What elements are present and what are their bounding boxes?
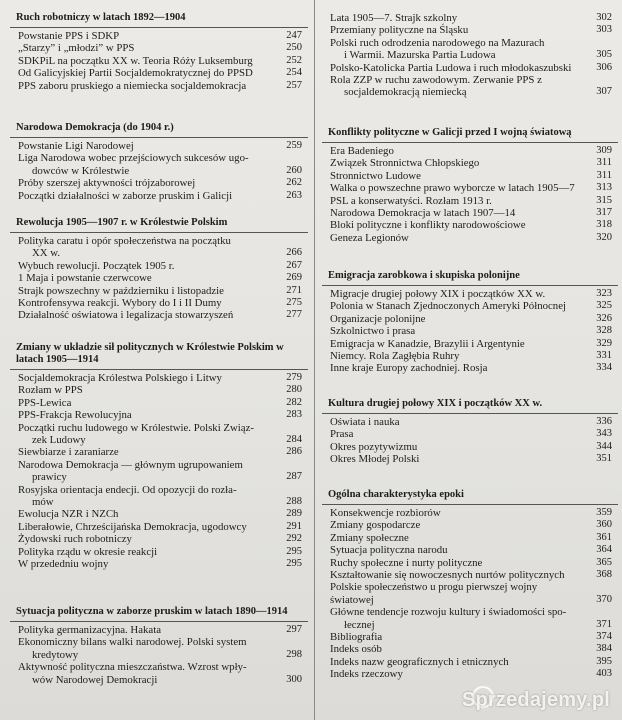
toc-entry-title: Powstanie PPS i SDKP — [18, 30, 120, 42]
toc-page-number: 344 — [596, 440, 612, 452]
toc-page-number: 364 — [596, 544, 612, 556]
toc-entry — [10, 235, 308, 260]
toc-page-number: 287 — [286, 471, 302, 483]
toc-entry — [10, 521, 308, 533]
toc-entry-title: Emigracja w Kanadzie, Brazylii i Argentynie — [330, 337, 525, 350]
toc-entry — [322, 668, 618, 680]
toc-entry-title: „Starzy” i „młodzi” w PPS — [18, 42, 135, 55]
toc-entry-title: Główne tendencje rozwoju kultury i świadomości spo- — [330, 606, 567, 619]
section-rule — [10, 621, 308, 622]
toc-entry — [10, 661, 308, 686]
toc-section — [322, 127, 618, 244]
toc-entry-title: Liga Narodowa wobec przejściowych sukcesów ugo- — [18, 152, 249, 165]
toc-page-number: 279 — [286, 372, 302, 383]
toc-entry — [10, 177, 308, 189]
toc-page-number: 295 — [286, 558, 302, 570]
toc-page-number: 320 — [596, 231, 612, 243]
toc-entry-title: Polityka caratu i opór społeczeństwa na początku — [18, 235, 231, 247]
toc-entry — [10, 80, 308, 92]
toc-entry — [322, 441, 618, 453]
toc-entry-title: Socjaldemokracja Królestwa Polskiego i Litwy — [18, 372, 222, 384]
toc-entry-title: Prasa — [330, 428, 354, 441]
toc-entry-title: Ruchy społeczne i nurty polityczne — [330, 556, 483, 569]
toc-entry-title: W przededniu wojny — [18, 558, 109, 571]
toc-entry-title: Początki działalności w zaborze pruskim i Galicji — [18, 189, 233, 202]
toc-entry-title: Kształtowanie się nowoczesnych nurtów politycznych — [330, 569, 565, 582]
toc-entry — [10, 309, 308, 321]
toc-entry — [10, 459, 308, 484]
toc-entry — [10, 140, 308, 152]
toc-page-number: 289 — [286, 508, 302, 520]
toc-page-number: 266 — [286, 247, 302, 259]
toc-entry-title: Próby szerszej aktywności trójzaborowej — [18, 177, 196, 190]
toc-entry — [10, 372, 308, 384]
toc-entry-title: Okres Młodej Polski — [330, 453, 420, 466]
toc-page-number: 297 — [286, 624, 302, 635]
section-rule — [10, 27, 308, 28]
toc-page-number: 311 — [596, 169, 612, 181]
section-rule — [322, 504, 618, 505]
toc-entry — [322, 300, 618, 312]
section-heading: Emigracja zarobkowa i skupiska polonijne — [328, 270, 520, 281]
toc-entry-title: Inne kraje Europy zachodniej. Rosja — [330, 362, 488, 375]
toc-section — [10, 217, 308, 322]
toc-page-number: 374 — [596, 631, 612, 643]
toc-entry — [10, 546, 308, 558]
toc-entry — [322, 219, 618, 231]
toc-section — [322, 270, 618, 375]
toc-page-number: 329 — [596, 337, 612, 349]
toc-entry — [10, 297, 308, 309]
toc-entry-title: Walka o powszechne prawo wyborcze w latach 1905—7 — [330, 182, 575, 195]
toc-entry-title: Narodowa Demokracja w latach 1907—14 — [330, 207, 516, 220]
toc-entry-title: Narodowa Demokracja — głównym ugrupowaniem — [18, 458, 243, 471]
toc-section — [10, 606, 308, 686]
toc-page-number: 277 — [286, 309, 302, 321]
toc-entry-title: PSL a konserwatyści. Rozłam 1913 r. — [330, 194, 492, 207]
toc-page-number: 331 — [596, 350, 612, 362]
toc-entry-title: Indeks nazw geograficznych i etnicznych — [330, 655, 509, 668]
toc-entry-title: Działalność oświatowa i legalizacja stowarzyszeń — [18, 309, 234, 322]
toc-page-number: 298 — [286, 648, 302, 660]
toc-section — [322, 489, 618, 681]
toc-entry — [322, 581, 618, 606]
toc-entry-title: Od Galicyjskiej Partii Socjaldemokratycznej do PPSD — [18, 67, 253, 80]
toc-entry-title: Rosyjska orientacja endecji. Od opozycji do rozła- — [18, 483, 237, 496]
toc-entry-title-continued: socjaldemokracją niemiecką — [344, 86, 467, 99]
toc-entry-title: Polonia w Stanach Zjednoczonych Ameryki Północnej — [330, 300, 566, 313]
toc-page-number: 269 — [286, 272, 302, 284]
toc-entry — [322, 157, 618, 169]
toc-entry-title-continued: wów Narodowej Demokracji — [32, 673, 158, 686]
section-rule — [322, 142, 618, 143]
toc-page-number: 371 — [596, 618, 612, 630]
toc-entry-title: Zmiany gospodarcze — [330, 519, 421, 532]
toc-entry-title: SDKPiL na początku XX w. Teoria Róży Luksemburg — [18, 54, 253, 67]
toc-entry-title: Polskie społeczeństwo u progu pierwszej wojny światowej — [330, 581, 538, 606]
toc-entry — [10, 624, 308, 636]
toc-page-number: 300 — [286, 673, 302, 685]
toc-entry — [322, 288, 618, 300]
toc-entry — [10, 272, 308, 284]
toc-page-number: 359 — [596, 507, 612, 518]
toc-page-number: 305 — [596, 49, 612, 61]
section-heading: Konflikty polityczne w Galicji przed I wojną światową — [328, 127, 572, 138]
toc-page-number: 311 — [596, 157, 612, 169]
toc-page-number: 284 — [286, 434, 302, 446]
toc-entry — [10, 409, 308, 421]
toc-entry-title: Polski ruch odrodzenia narodowego na Mazurach — [330, 36, 545, 49]
toc-entry-title: Powstanie Ligi Narodowej — [18, 140, 134, 152]
toc-entry — [322, 74, 618, 99]
toc-entry — [10, 285, 308, 297]
toc-page-number: 282 — [286, 396, 302, 408]
toc-entry — [322, 182, 618, 194]
toc-page-number: 302 — [596, 12, 612, 23]
toc-entry-title: Polityka rządu w okresie reakcji — [18, 545, 158, 558]
toc-entry-title: Indeks osób — [330, 643, 382, 656]
toc-section — [10, 12, 308, 92]
toc-page-number: 271 — [286, 284, 302, 296]
toc-entry — [322, 325, 618, 337]
toc-entry — [322, 12, 618, 24]
toc-entry-title: Bibliografia — [330, 631, 383, 644]
toc-entry — [10, 384, 308, 396]
toc-entry-title: Ekonomiczny bilans walki narodowej. Polski system — [18, 636, 247, 649]
toc-entry — [322, 37, 618, 62]
toc-entry-title: Ewolucja NZR i NZCh — [18, 508, 119, 521]
toc-page-number: 263 — [286, 189, 302, 201]
toc-entry — [322, 532, 618, 544]
toc-page-number: 351 — [596, 453, 612, 465]
column-divider — [314, 0, 315, 720]
toc-page-number: 336 — [596, 416, 612, 427]
toc-entry-title: Organizacje polonijne — [330, 312, 426, 325]
toc-page-number: 368 — [596, 569, 612, 581]
toc-entry-title: 1 Maja i powstanie czerwcowe — [18, 272, 152, 285]
toc-page-number: 309 — [596, 145, 612, 156]
toc-entry — [322, 62, 618, 74]
toc-entry — [322, 416, 618, 428]
section-heading: Rewolucja 1905—1907 r. w Królestwie Polskim — [16, 217, 228, 228]
toc-entry-title: Era Badeniego — [330, 145, 394, 157]
toc-entry — [322, 428, 618, 440]
toc-entry — [10, 422, 308, 447]
toc-page-number: 247 — [286, 30, 302, 41]
toc-page-number: 283 — [286, 409, 302, 421]
toc-entry — [10, 508, 308, 520]
toc-entry — [322, 232, 618, 244]
toc-section — [322, 398, 618, 466]
toc-entry-title: Żydowski ruch robotniczy — [18, 533, 132, 546]
toc-page-number: 325 — [596, 300, 612, 312]
toc-entry-title: Niemcy. Rola Zagłębia Ruhry — [330, 350, 460, 363]
toc-entry-title: Kontrofensywa reakcji. Wybory do I i II Dumy — [18, 297, 222, 310]
toc-entry — [322, 606, 618, 631]
toc-entry — [322, 195, 618, 207]
toc-entry — [10, 67, 308, 79]
toc-entry — [322, 656, 618, 668]
toc-page-number: 328 — [596, 325, 612, 337]
toc-page-number: 280 — [286, 384, 302, 396]
toc-entry — [322, 643, 618, 655]
toc-entry-title: Konsekwencje rozbiorów — [330, 507, 441, 519]
toc-entry — [322, 569, 618, 581]
toc-entry-title: Bloki polityczne i konflikty narodowościowe — [330, 219, 526, 232]
toc-entry-title-continued: zek Ludowy — [32, 434, 86, 447]
toc-page-number: 291 — [286, 520, 302, 532]
toc-entry-title-continued: mów — [32, 496, 54, 509]
toc-page-number: 323 — [596, 288, 612, 299]
toc-entry-title: Związek Stronnictwa Chłopskiego — [330, 157, 480, 170]
toc-section — [10, 342, 308, 571]
toc-entry — [10, 446, 308, 458]
toc-entry-title: Oświata i nauka — [330, 416, 400, 428]
toc-page-number: 343 — [596, 428, 612, 440]
toc-page-number: 318 — [596, 219, 612, 231]
toc-entry — [10, 190, 308, 202]
toc-entry-title-continued: kredytowy — [32, 648, 79, 661]
toc-page-number: 267 — [286, 259, 302, 271]
toc-entry — [322, 350, 618, 362]
toc-entry-title: Indeks rzeczowy — [330, 668, 403, 681]
section-rule — [10, 369, 308, 370]
toc-section — [10, 122, 308, 202]
toc-entry — [322, 557, 618, 569]
toc-entry — [10, 558, 308, 570]
toc-entry-title: Polsko-Katolicka Partia Ludowa i ruch młodokaszubski — [330, 61, 572, 74]
toc-entry-title: Aktywność polityczna mieszczaństwa. Wzrost wpły- — [18, 661, 247, 674]
section-heading: Narodowa Demokracja (do 1904 r.) — [16, 122, 174, 133]
toc-entry-title: Zmiany społeczne — [330, 531, 409, 544]
toc-section — [322, 12, 618, 99]
toc-page-number: 307 — [596, 86, 612, 98]
section-heading: Sytuacja polityczna w zaborze pruskim w latach 1890—1914 — [16, 606, 288, 617]
toc-page-number: 384 — [596, 643, 612, 655]
toc-page-number: 326 — [596, 312, 612, 324]
toc-page-number: 259 — [286, 140, 302, 151]
toc-entry-title: PPS-Lewica — [18, 396, 72, 409]
section-heading: Ogólna charakterystyka epoki — [328, 489, 464, 500]
toc-page-number: 306 — [596, 61, 612, 73]
toc-entry-title: Szkolnictwo i prasa — [330, 325, 416, 338]
toc-entry — [322, 313, 618, 325]
toc-entry — [10, 55, 308, 67]
toc-entry — [322, 519, 618, 531]
toc-page-number: 315 — [596, 194, 612, 206]
toc-entry — [10, 152, 308, 177]
toc-entry — [10, 484, 308, 509]
toc-entry — [10, 42, 308, 54]
toc-entry-title: Okres pozytywizmu — [330, 440, 418, 453]
toc-entry — [322, 24, 618, 36]
toc-entry-title: Rozłam w PPS — [18, 384, 83, 397]
toc-page-number: 317 — [596, 207, 612, 219]
toc-entry — [322, 544, 618, 556]
toc-entry — [322, 338, 618, 350]
toc-page-number: 365 — [596, 556, 612, 568]
toc-page-number: 295 — [286, 545, 302, 557]
toc-page-number: 254 — [286, 67, 302, 79]
toc-entry-title: PPS-Frakcja Rewolucyjna — [18, 409, 132, 422]
toc-entry-title-continued: łecznej — [344, 618, 375, 631]
toc-entry-title-continued: dowców w Królestwie — [32, 164, 130, 177]
toc-page-number: 292 — [286, 533, 302, 545]
section-heading: Zmiany w układzie sił politycznych w Królestwie Polskim w latach 1905—1914 — [16, 342, 284, 365]
toc-page-number: 313 — [596, 182, 612, 194]
toc-page-number: 395 — [596, 655, 612, 667]
toc-entry-title: Przemiany polityczne na Śląsku — [330, 24, 469, 37]
toc-entry-title: Sytuacja polityczna narodu — [330, 544, 448, 557]
toc-page-number: 286 — [286, 446, 302, 458]
toc-entry-title: Rola ZZP w ruchu zawodowym. Zerwanie PPS z — [330, 74, 542, 87]
toc-entry — [322, 207, 618, 219]
section-heading: Ruch robotniczy w latach 1892—1904 — [16, 12, 186, 23]
toc-page-number: 257 — [286, 79, 302, 91]
toc-entry-title: Początki ruchu ludowego w Królestwie. Polski Związ- — [18, 421, 254, 434]
toc-page-number: 361 — [596, 531, 612, 543]
toc-entry-title-continued: i Warmii. Mazurska Partia Ludowa — [344, 49, 496, 62]
toc-entry-title-continued: prawicy — [32, 471, 67, 484]
toc-entry — [10, 533, 308, 545]
toc-entry-title: Geneza Legionów — [330, 231, 409, 244]
toc-page-number: 250 — [286, 42, 302, 54]
toc-entry — [322, 631, 618, 643]
toc-page-number: 262 — [286, 177, 302, 189]
toc-page-number: 275 — [286, 297, 302, 309]
toc-page-number: 370 — [596, 593, 612, 605]
toc-entry — [10, 636, 308, 661]
toc-entry-title: Liberałowie, Chrześcijańska Demokracja, ugodowcy — [18, 520, 247, 533]
toc-page-number: 303 — [596, 24, 612, 36]
toc-entry — [322, 507, 618, 519]
toc-entry — [322, 453, 618, 465]
toc-page-number: 288 — [286, 496, 302, 508]
toc-page-number: 260 — [286, 164, 302, 176]
toc-entry — [10, 397, 308, 409]
section-rule — [10, 137, 308, 138]
toc-entry-title: Stronnictwo Ludowe — [330, 169, 421, 182]
section-rule — [10, 232, 308, 233]
toc-page-number: 334 — [596, 362, 612, 374]
toc-entry — [10, 30, 308, 42]
toc-page-number: 360 — [596, 519, 612, 531]
section-rule — [322, 413, 618, 414]
toc-entry-title-continued: XX w. — [32, 247, 61, 260]
toc-entry-title: PPS zaboru pruskiego a niemiecka socjaldemokracja — [18, 79, 247, 92]
toc-entry — [10, 260, 308, 272]
toc-entry-title: Polityka germanizacyjna. Hakata — [18, 624, 162, 636]
toc-page-number: 252 — [286, 54, 302, 66]
toc-entry-title: Siewbiarze i zaraniarze — [18, 446, 119, 459]
toc-page-number: 403 — [596, 668, 612, 680]
section-heading: Kultura drugiej połowy XIX i początków XX w. — [328, 398, 543, 409]
section-rule — [322, 285, 618, 286]
toc-entry-title: Lata 1905—7. Strajk szkolny — [330, 12, 458, 24]
toc-entry — [322, 170, 618, 182]
toc-entry — [322, 362, 618, 374]
toc-entry — [322, 145, 618, 157]
toc-entry-title: Strajk powszechny w październiku i listopadzie — [18, 284, 224, 297]
watermark: Sprzedajemy.pl — [461, 689, 610, 711]
toc-entry-title: Migracje drugiej połowy XIX i początków XX w. — [330, 288, 546, 300]
toc-entry-title: Wybuch rewolucji. Początek 1905 r. — [18, 259, 175, 272]
